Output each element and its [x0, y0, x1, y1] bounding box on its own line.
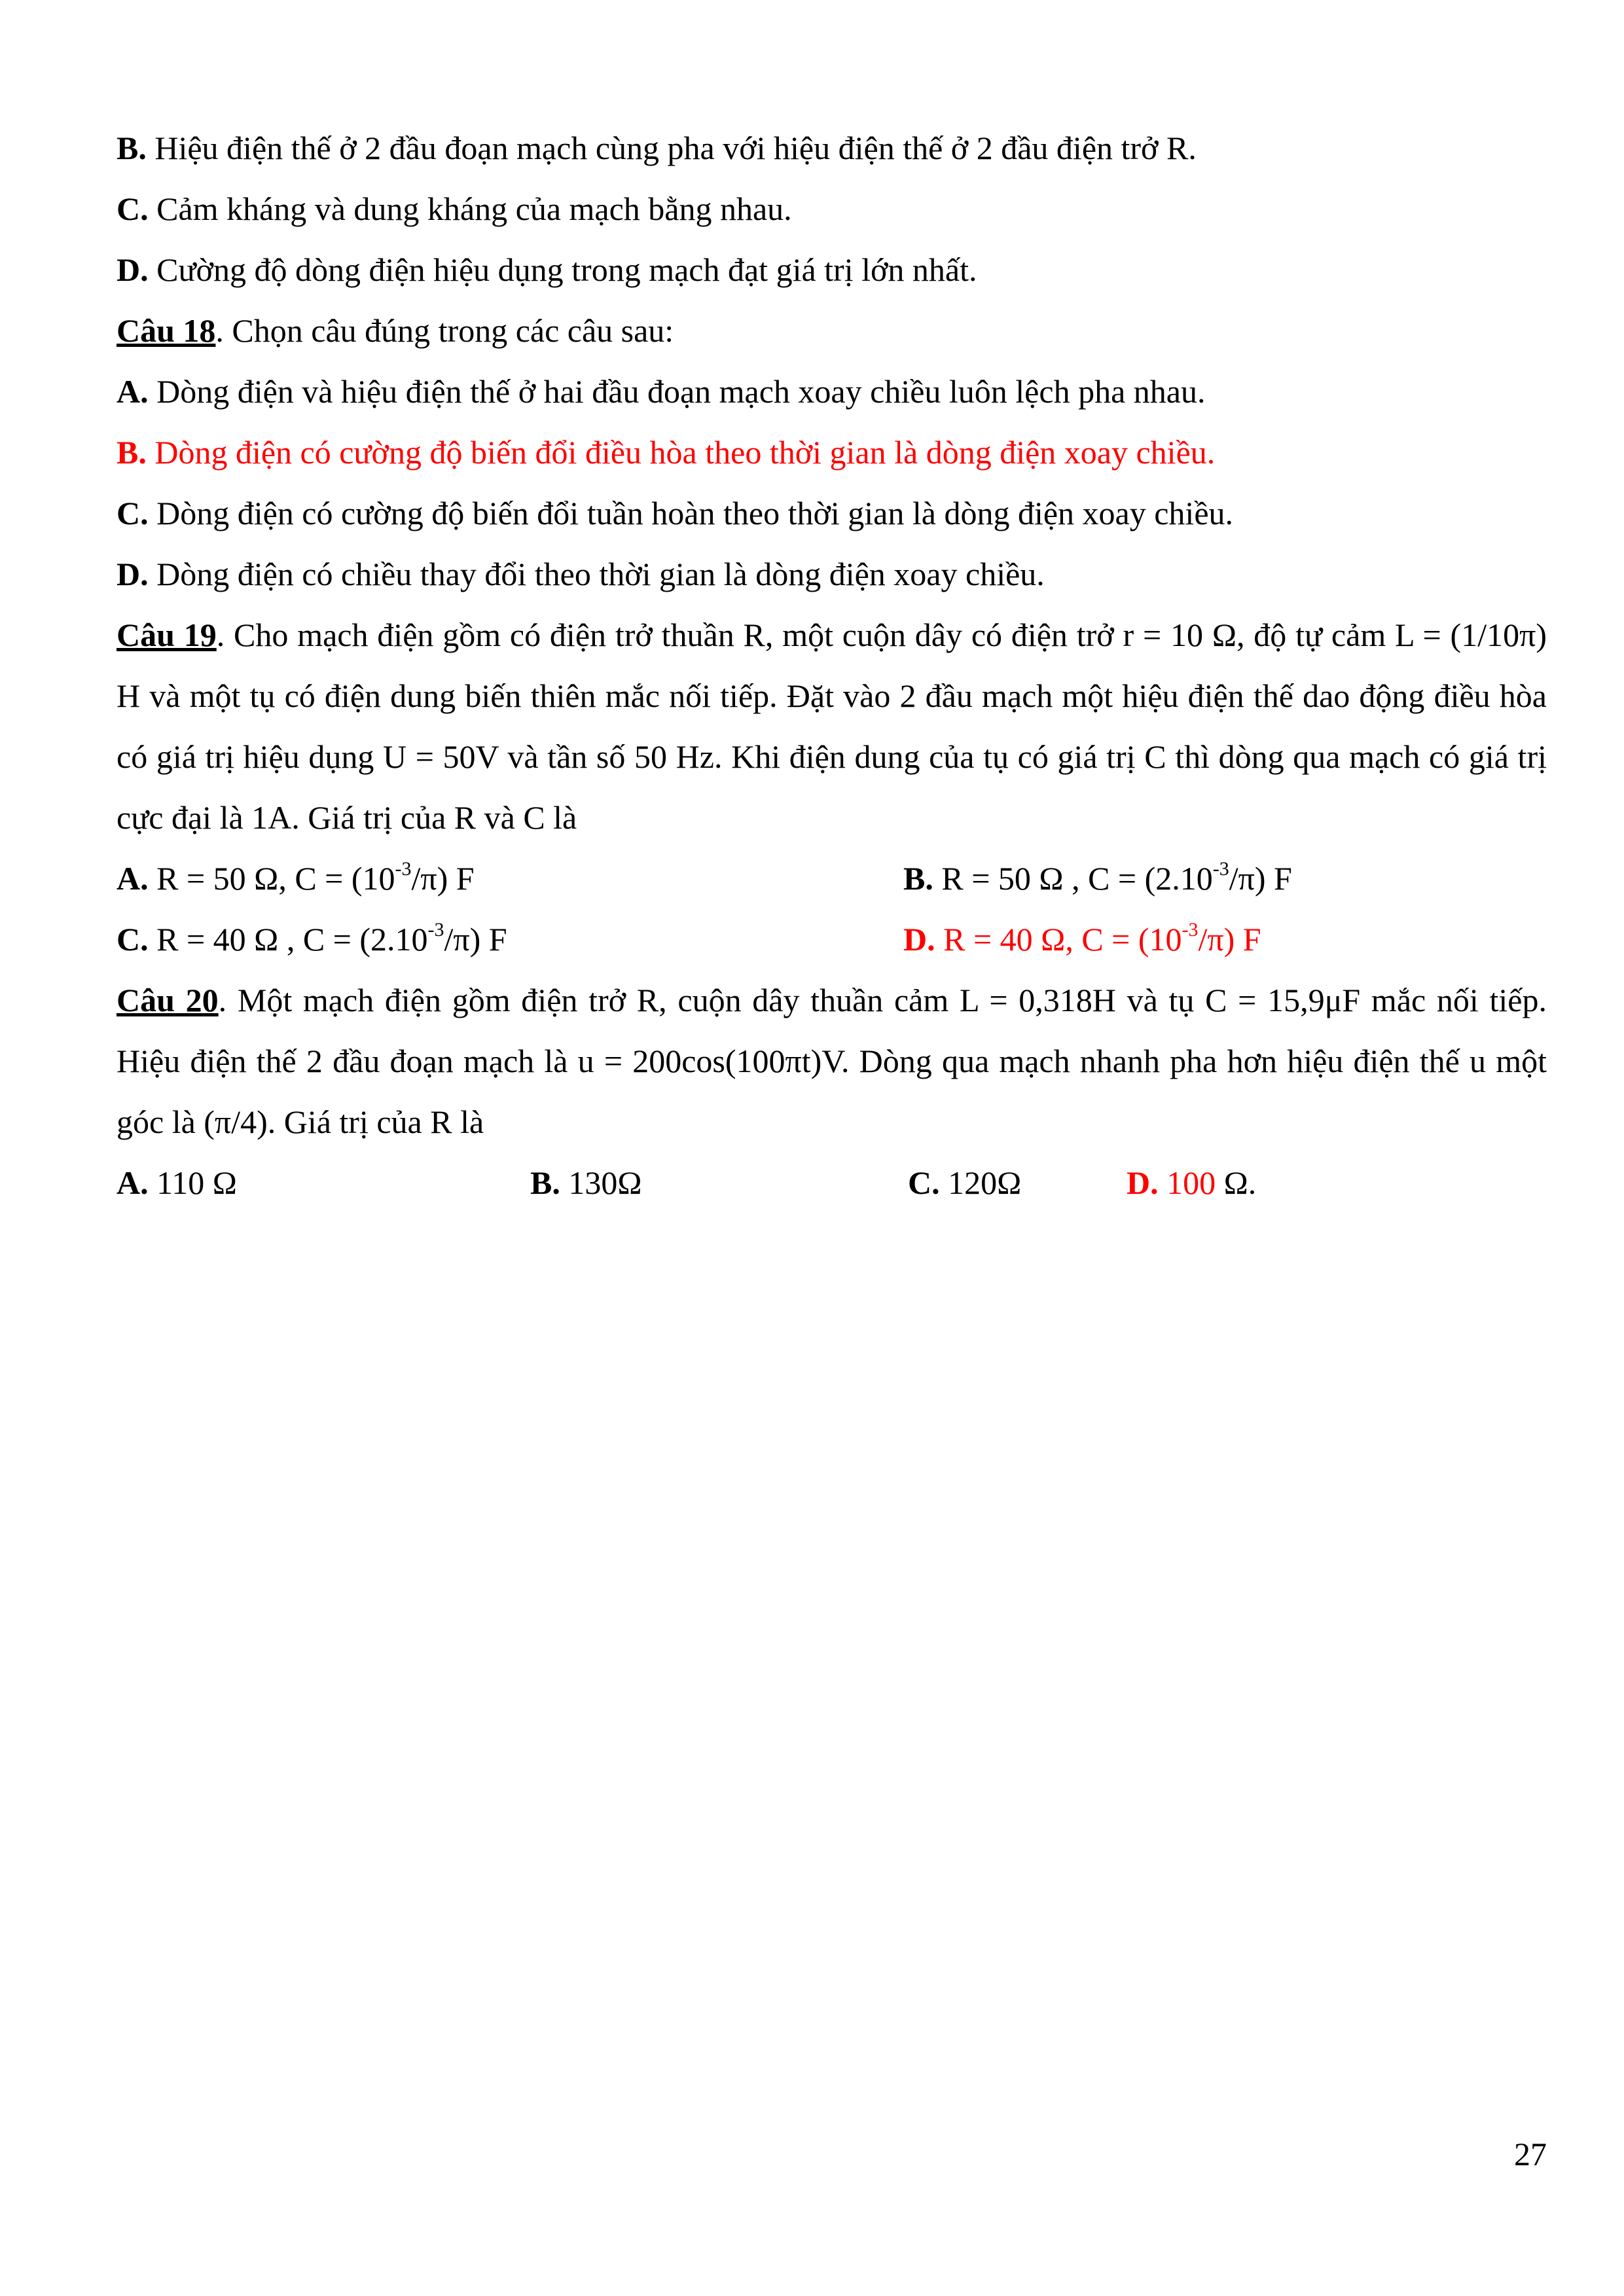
option-label: A.: [117, 860, 149, 897]
option-text: /π) F: [1229, 860, 1292, 897]
q20-option-a: [117, 1153, 530, 1213]
option-label: B.: [117, 434, 147, 471]
option-label: D.: [117, 251, 149, 288]
option-text: Hiệu điện thế ở 2 đầu đoạn mạch cùng pha với hiệu điện thế ở 2 đầu điện trở R.: [146, 130, 1197, 166]
option-text: /π) F: [1198, 921, 1261, 958]
option-label: B.: [117, 130, 147, 166]
q19-option-b: [903, 848, 1292, 909]
option-text: R = 40 Ω , C = (2.10: [148, 921, 428, 958]
q19-options-row-1: [117, 848, 1547, 909]
option-text: Dòng điện và hiệu điện thế ở hai đầu đoạn mạch xoay chiều luôn lệch pha nhau.: [148, 373, 1206, 410]
option-text: /π) F: [444, 921, 507, 958]
q18-option-d: [117, 544, 1547, 605]
option-unit: Ω.: [1216, 1164, 1257, 1201]
q17-option-b: [117, 118, 1547, 179]
q17-option-d: [117, 240, 1547, 300]
q20-option-b: [530, 1153, 908, 1213]
option-label: D.: [117, 556, 149, 592]
option-label: A.: [117, 1164, 149, 1201]
question-number: Câu 18: [117, 312, 216, 349]
option-label: B.: [530, 1164, 560, 1201]
option-text: Dòng điện có cường độ biến đổi tuần hoàn theo thời gian là dòng điện xoay chiều.: [148, 495, 1234, 531]
q19-options-row-2: [117, 909, 1547, 970]
document-page: [117, 118, 1547, 1213]
option-label: C.: [908, 1164, 940, 1201]
question-number: Câu 19: [117, 617, 217, 653]
q20-stem: [117, 970, 1547, 1153]
option-value: 100: [1158, 1164, 1216, 1201]
option-text: R = 40 Ω, C = (10: [935, 921, 1182, 958]
option-text: R = 50 Ω , C = (2.10: [933, 860, 1213, 897]
option-label: C.: [117, 921, 149, 958]
exponent: -3: [1182, 919, 1199, 941]
q19-option-a: [117, 848, 903, 909]
question-text: . Một mạch điện gồm điện trở R, cuộn dây thuần cảm L = 0,318H và tụ C = 15,9μF mắc nối tiếp. Hiệu điện thế 2 đầu đoạn mạch là u = 200cos(100πt)V. Dòng qua mạch nhanh pha hơn hiệu điện thế u một góc là (π/4). Giá trị của R là: [117, 982, 1547, 1140]
option-text: Dòng điện có chiều thay đổi theo thời gian là dòng điện xoay chiều.: [148, 556, 1045, 592]
option-label: A.: [117, 373, 149, 410]
option-text: Cảm kháng và dung kháng của mạch bằng nhau.: [148, 190, 792, 227]
option-text: 110 Ω: [148, 1164, 237, 1201]
option-text: Cường độ dòng điện hiệu dụng trong mạch đạt giá trị lớn nhất.: [148, 251, 977, 288]
q17-option-c: [117, 179, 1547, 240]
option-text: R = 50 Ω, C = (10: [148, 860, 395, 897]
exponent: -3: [395, 858, 412, 880]
option-text: 130Ω: [560, 1164, 642, 1201]
q19-stem: [117, 605, 1547, 848]
page-number: 27: [1514, 2136, 1547, 2172]
q18-stem: [117, 300, 1547, 361]
exponent: -3: [1212, 858, 1229, 880]
option-label: C.: [117, 190, 149, 227]
question-text: . Cho mạch điện gồm có điện trở thuần R, một cuộn dây có điện trở r = 10 Ω, độ tự cảm L = (1/10π) H và một tụ có điện dung biến thiên mắc nối tiếp. Đặt vào 2 đầu mạch một hiệu điện thế dao động điều hòa có giá trị hiệu dụng U = 50V và tần số 50 Hz. Khi điện dung của tụ có giá trị C thì dòng qua mạch có giá trị cực đại là 1A. Giá trị của R và C là: [117, 617, 1547, 836]
option-label: C.: [117, 495, 149, 531]
exponent: -3: [427, 919, 444, 941]
option-label: D.: [1127, 1164, 1159, 1201]
option-text: /π) F: [411, 860, 475, 897]
q18-option-a: [117, 361, 1547, 422]
q20-options-row: [117, 1153, 1547, 1213]
option-label: D.: [903, 921, 935, 958]
option-text: Dòng điện có cường độ biến đổi điều hòa theo thời gian là dòng điện xoay chiều.: [146, 434, 1216, 471]
q19-option-d-correct: [903, 909, 1261, 970]
q18-option-b-correct: [117, 422, 1547, 483]
option-text: 120Ω: [939, 1164, 1022, 1201]
question-text: . Chọn câu đúng trong các câu sau:: [215, 312, 674, 349]
q19-option-c: [117, 909, 903, 970]
q18-option-c: [117, 483, 1547, 544]
option-label: B.: [903, 860, 933, 897]
question-number: Câu 20: [117, 982, 219, 1018]
q20-option-c: [908, 1153, 1127, 1213]
q20-option-d-correct: [1127, 1153, 1256, 1213]
